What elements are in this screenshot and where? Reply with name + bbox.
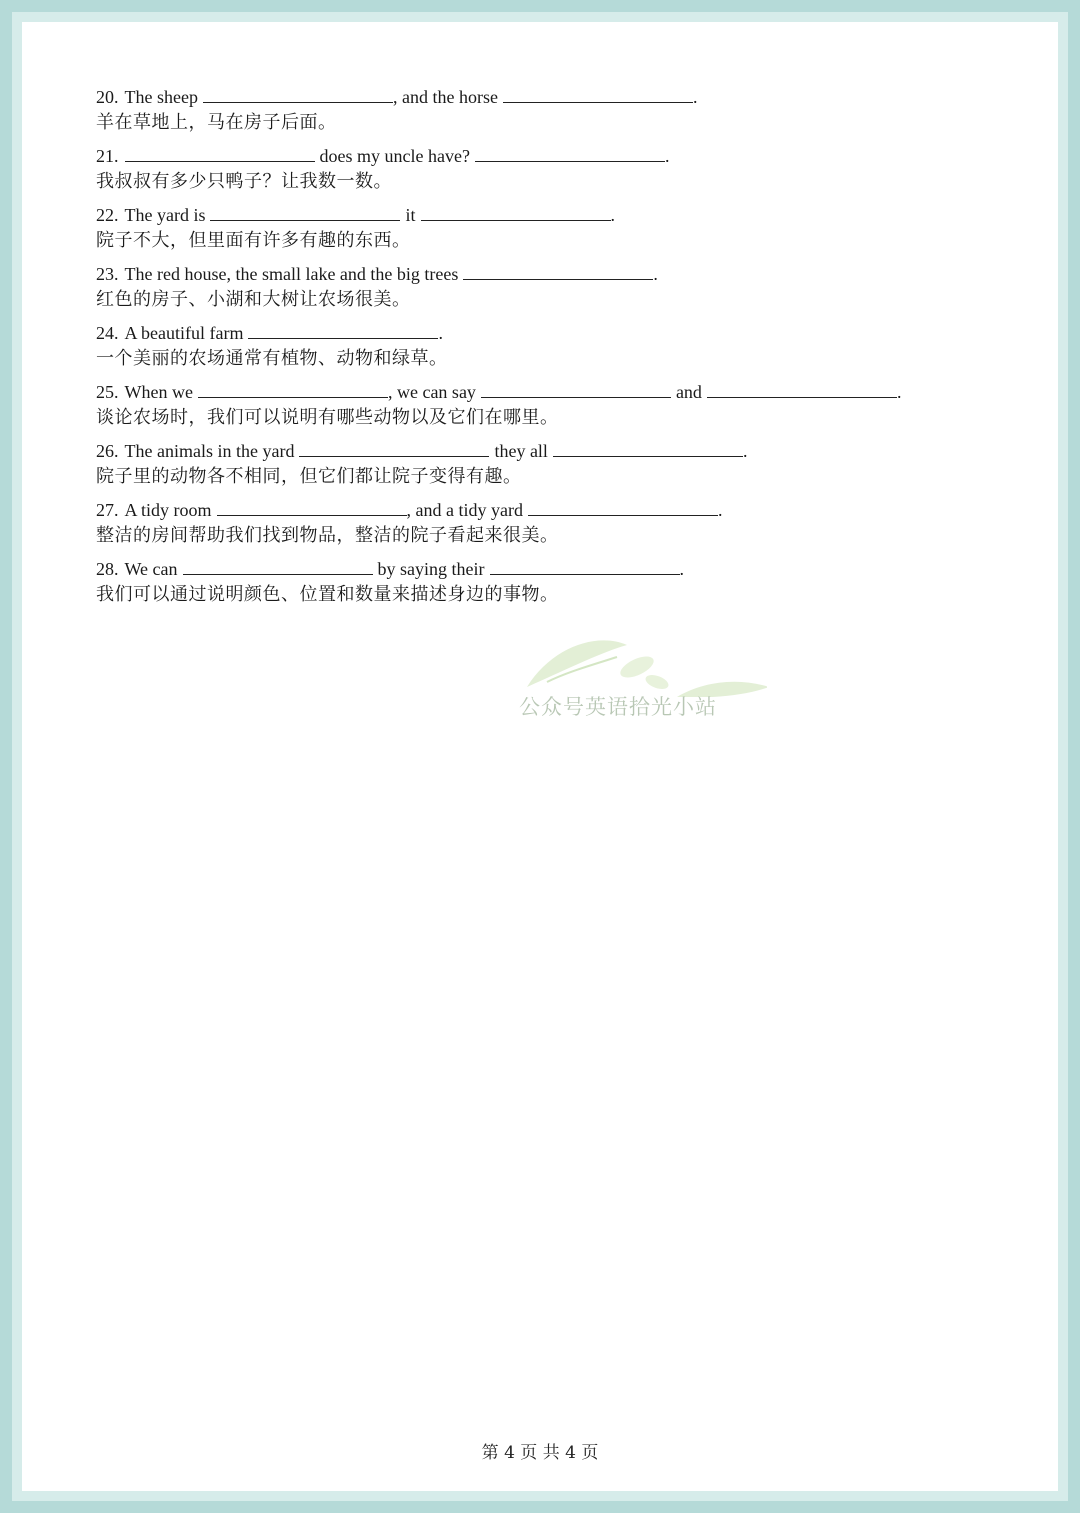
- question-number: 26.: [96, 441, 119, 461]
- question-segment: .: [438, 323, 443, 343]
- chinese-translation: 我叔叔有多少只鸭子？让我数一数。: [96, 171, 392, 192]
- question-segment: The animals in the yard: [124, 441, 295, 461]
- question-segment: The red house, the small lake and the big trees: [124, 264, 459, 284]
- question-24: [96, 320, 996, 379]
- chinese-translation: 院子不大，但里面有许多有趣的东西。: [96, 230, 411, 251]
- question-number: 20.: [96, 87, 119, 107]
- question-segment: We can: [124, 559, 178, 579]
- question-number: 24.: [96, 323, 119, 343]
- question-21: [96, 143, 996, 202]
- question-segment: .: [610, 205, 615, 225]
- question-27: [96, 497, 996, 556]
- answer-blank[interactable]: [183, 556, 373, 575]
- question-segment: When we: [124, 382, 193, 402]
- chinese-translation: 我们可以通过说明颜色、位置和数量来描述身边的事物。: [96, 584, 559, 605]
- answer-blank[interactable]: [210, 202, 400, 221]
- answer-blank[interactable]: [481, 379, 671, 398]
- answer-blank[interactable]: [503, 84, 693, 103]
- question-segment: , and a tidy yard: [406, 500, 523, 520]
- question-segment: they all: [494, 441, 548, 461]
- chinese-translation: 谈论农场时，我们可以说明有哪些动物以及它们在哪里。: [96, 407, 559, 428]
- question-26: [96, 438, 996, 497]
- question-20: [96, 84, 996, 143]
- chinese-translation: 院子里的动物各不相同，但它们都让院子变得有趣。: [96, 466, 522, 487]
- answer-blank[interactable]: [299, 438, 489, 457]
- answer-blank[interactable]: [528, 497, 718, 516]
- answer-blank[interactable]: [203, 84, 393, 103]
- chinese-translation: 一个美丽的农场通常有植物、动物和绿草。: [96, 348, 448, 369]
- chinese-translation: 红色的房子、小湖和大树让农场很美。: [96, 289, 411, 310]
- answer-blank[interactable]: [490, 556, 680, 575]
- chinese-translation: 羊在草地上，马在房子后面。: [96, 112, 337, 133]
- answer-blank[interactable]: [463, 261, 653, 280]
- question-segment: The sheep: [124, 87, 198, 107]
- question-segment: .: [742, 441, 748, 461]
- watermark: [507, 627, 767, 742]
- question-segment: it: [405, 205, 416, 225]
- question-text: [96, 320, 996, 346]
- question-25: [96, 379, 996, 438]
- question-segment: A beautiful farm: [124, 323, 244, 343]
- answer-blank[interactable]: [475, 143, 665, 162]
- answer-blank[interactable]: [248, 320, 438, 339]
- question-segment: .: [692, 87, 698, 107]
- question-28: [96, 556, 996, 615]
- question-segment: and: [675, 382, 702, 402]
- question-number: 25.: [96, 382, 119, 402]
- answer-blank[interactable]: [707, 379, 897, 398]
- question-text: [96, 438, 996, 464]
- watermark-text: 公众号英语拾光小站: [519, 695, 717, 719]
- question-text: [96, 143, 996, 169]
- question-segment: .: [653, 264, 658, 284]
- question-segment: A tidy room: [124, 500, 212, 520]
- answer-blank[interactable]: [217, 497, 407, 516]
- answer-blank[interactable]: [125, 143, 315, 162]
- question-text: [96, 379, 996, 405]
- answer-blank[interactable]: [198, 379, 388, 398]
- question-segment: .: [679, 559, 684, 579]
- question-text: [96, 84, 996, 110]
- question-text: [96, 497, 996, 523]
- question-text: [96, 202, 996, 228]
- question-number: 21.: [96, 146, 119, 166]
- question-segment: The yard is: [124, 205, 206, 225]
- leaf-icon: [507, 627, 767, 697]
- question-number: 27.: [96, 500, 119, 520]
- question-segment: does my uncle have?: [319, 146, 470, 166]
- worksheet-page: [22, 22, 1058, 1491]
- chinese-translation: 整洁的房间帮助我们找到物品，整洁的院子看起来很美。: [96, 525, 559, 546]
- question-number: 22.: [96, 205, 119, 225]
- question-list: [96, 84, 996, 615]
- page-number: 第 4 页 共 4 页: [481, 1443, 599, 1463]
- question-segment: .: [717, 500, 723, 520]
- question-number: 23.: [96, 264, 119, 284]
- question-22: [96, 202, 996, 261]
- question-segment: by saying their: [377, 559, 485, 579]
- question-segment: , and the horse: [392, 87, 498, 107]
- question-segment: .: [664, 146, 670, 166]
- question-text: [96, 261, 996, 287]
- question-segment: , we can say: [387, 382, 476, 402]
- answer-blank[interactable]: [553, 438, 743, 457]
- question-23: [96, 261, 996, 320]
- question-text: [96, 556, 996, 582]
- question-segment: .: [896, 382, 902, 402]
- question-number: 28.: [96, 559, 119, 579]
- answer-blank[interactable]: [421, 202, 611, 221]
